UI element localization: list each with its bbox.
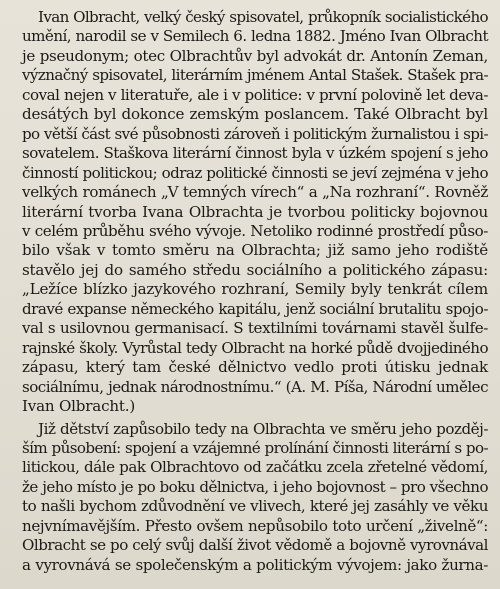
text-line: a vyrovnává se společenským a politickým vývojem: jako žurna- — [22, 555, 488, 574]
text-line: stavělo jej do samého středu sociálního a politického zápasu: — [22, 260, 488, 279]
text-line: coval nejen v literatuře, ale i v politice: v první polovině let deva- — [22, 85, 488, 104]
text-line: litickou, dále pak Olbrachtovo od začátku zcela zřetelné vědomí, — [22, 458, 488, 477]
text-line: je pseudonym; otec Olbrachtův byl advokát dr. Antonín Zeman, — [22, 46, 488, 65]
text-line: umění, narodil se v Semilech 6. ledna 1882. Jméno Ivan Olbracht — [22, 27, 488, 46]
body-text — [22, 8, 488, 575]
text-line: Ivan Olbracht, velký český spisovatel, průkopník socialistického — [38, 8, 488, 26]
text-line: bilo však v tomto směru na Olbrachta; již samo jeho rodiště — [22, 241, 488, 260]
text-line: Olbracht se po celý svůj další život vědomě a bojovně vyrovnával — [22, 536, 488, 555]
text-line: že jeho místo je po boku dělnictva, i jeho bojovnost – pro všechno — [22, 477, 488, 496]
text-line: dravé expanse německého kapitálu, jenž sociální brutalitu spojo- — [22, 299, 488, 318]
text-line: Ivan Olbracht.) — [22, 397, 136, 416]
text-line: rajnské školy. Vyrůstal tedy Olbracht na horké půdě dvojjediného — [22, 338, 488, 357]
text-line: ším působení: spojení a vzájemné prolínání činnosti literární s po- — [22, 438, 488, 457]
text-line: význačný spisovatel, literárním jménem Antal Stašek. Stašek pra- — [22, 66, 488, 85]
text-line: po větší část své působnosti zároveň i politickým žurnalistou i spi- — [22, 124, 488, 143]
text-line: činností politickou; odraz politické činnosti se jeví zejména v jeho — [22, 163, 488, 182]
text-line: zápasu, který tam české dělnictvo vedlo proti útisku jednak — [22, 358, 488, 377]
text-line: Již dětství zapůsobilo tedy na Olbrachta ve směru jeho pozděj- — [38, 419, 488, 438]
text-line: literární tvorba Ivana Olbrachta je tvorbou politicky bojovnou — [22, 202, 488, 221]
paragraph-1 — [22, 8, 488, 417]
text-line: velkých románech „V temných vírech“ a „Na rozhraní“. Rovněž — [22, 183, 488, 202]
text-line: v celém průběhu svého vývoje. Netoliko rodinné prostředí půso- — [22, 221, 488, 240]
text-line: val s usilovnou germanisací. S textilními továrnami stavěl šulfe- — [22, 319, 488, 338]
text-line: sovatelem. Staškova literární činnost byla v úzkém spojení s jeho — [22, 144, 488, 163]
text-line: to našli bychom zdůvodnění ve vlivech, které jej zasáhly ve věku — [22, 497, 488, 516]
text-line: „Ležíce blízko jazykového rozhraní, Semily byly tenkrát cílem — [22, 280, 488, 299]
text-line: nejvnímavějším. Přesto ovšem nepůsobilo toto určení „živelně“: — [22, 516, 488, 535]
paragraph-2 — [22, 420, 488, 576]
text-line: sociálnímu, jednak národnostnímu.“ (A. M. Píša, Národní umělec — [22, 377, 488, 396]
text-line: desátých byl dokonce zemským poslancem. Také Olbracht byl — [22, 105, 488, 124]
